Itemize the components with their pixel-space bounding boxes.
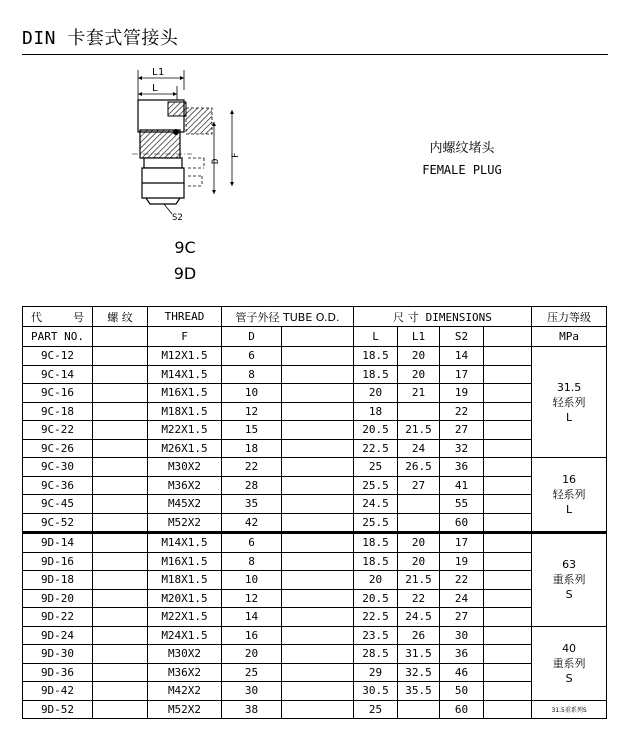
cell-blank-tube [282,439,354,458]
pressure-code: L [565,503,573,516]
label-s2: S2 [172,213,183,223]
header-s2: S2 [440,327,484,347]
cell-d: 20 [222,645,282,664]
cell-s2: 22 [440,571,484,590]
cell-s2: 24 [440,589,484,608]
cell-blank-tube [282,571,354,590]
cell-blank-dim [484,626,532,645]
table-row [23,458,607,477]
cell-d: 12 [222,402,282,421]
cell-l1: 26.5 [398,458,440,477]
cell-l1: 26 [398,626,440,645]
header-pressure-unit: MPa [532,327,607,347]
cell-l: 20 [354,571,398,590]
table-row [23,571,607,590]
cell-s2: 46 [440,663,484,682]
cell-part: 9D-14 [23,533,93,553]
cell-blank-thread [93,421,148,440]
header-l: L [354,327,398,347]
cell-blank-dim [484,513,532,533]
cell-blank-tube [282,663,354,682]
cell-blank-thread [93,439,148,458]
cell-part: 9C-14 [23,365,93,384]
table-row [23,476,607,495]
cell-l1: 20 [398,552,440,571]
cell-thread: M45X2 [148,495,222,514]
cell-s2: 27 [440,421,484,440]
cell-blank-tube [282,513,354,533]
cell-blank-thread [93,552,148,571]
cell-part: 9C-18 [23,402,93,421]
cell-blank-thread [93,571,148,590]
header-pressure: 压力等级 [532,307,607,327]
table-row [23,384,607,403]
cell-part: 9C-22 [23,421,93,440]
cell-blank-tube [282,458,354,477]
cell-blank-dim [484,552,532,571]
cell-blank-tube [282,608,354,627]
cell-s2: 17 [440,365,484,384]
cell-d: 42 [222,513,282,533]
cell-l1: 22 [398,589,440,608]
cell-l: 18 [354,402,398,421]
pressure-code: S [565,588,573,602]
cell-d: 6 [222,533,282,553]
cell-s2: 27 [440,608,484,627]
cell-thread: M22X1.5 [148,421,222,440]
table-row [23,421,607,440]
cell-l1: 24 [398,439,440,458]
cell-l1: 21.5 [398,571,440,590]
table-row [23,439,607,458]
pressure-series: 重系列 [552,573,586,587]
cell-thread: M20X1.5 [148,589,222,608]
cell-blank-tube [282,552,354,571]
table-row [23,589,607,608]
cell-d: 6 [222,347,282,366]
cell-l: 29 [354,663,398,682]
cell-thread: M16X1.5 [148,384,222,403]
cell-s2: 60 [440,513,484,533]
cell-d: 10 [222,384,282,403]
cell-blank-thread [93,645,148,664]
cell-blank-tube [282,589,354,608]
cell-blank-tube [282,421,354,440]
cell-blank-dim [484,663,532,682]
cell-blank-tube [282,700,354,719]
cell-part: 9C-30 [23,458,93,477]
header-row-2 [23,327,607,347]
cell-blank-thread [93,589,148,608]
cell-blank-tube [282,533,354,553]
cell-part: 9D-22 [23,608,93,627]
header-thread-en: THREAD [148,307,222,327]
cell-d: 35 [222,495,282,514]
cell-blank-thread [93,458,148,477]
cell-d: 15 [222,421,282,440]
cell-l: 22.5 [354,608,398,627]
cell-thread: M30X2 [148,645,222,664]
label-f: F [231,152,241,158]
table-row [23,700,607,719]
cell-l1: 31.5 [398,645,440,664]
cell-part: 9D-20 [23,589,93,608]
cell-blank-dim [484,495,532,514]
label-d: D [211,158,221,164]
cell-s2: 60 [440,700,484,719]
cell-blank-tube [282,645,354,664]
model-code-9c: 9C [174,238,196,257]
spec-table [22,306,607,719]
cell-l: 28.5 [354,645,398,664]
cell-l: 30.5 [354,682,398,701]
table-row [23,663,607,682]
cell-blank-tube [282,365,354,384]
table-row [23,626,607,645]
product-name-en: FEMALE PLUG [422,163,502,177]
cell-blank-thread [93,495,148,514]
cell-l: 22.5 [354,439,398,458]
header-row-1 [23,307,607,327]
cell-blank-thread [93,626,148,645]
model-codes [165,235,205,287]
header-part-cn: 代 号 [23,307,93,327]
cell-s2: 41 [440,476,484,495]
cell-blank-tube [282,476,354,495]
cell-l1 [398,402,440,421]
cell-l: 20 [354,384,398,403]
cell-blank-tube [282,682,354,701]
table-row [23,402,607,421]
cell-l: 25.5 [354,476,398,495]
cell-l1: 20 [398,533,440,553]
table-row [23,495,607,514]
cell-thread: M14X1.5 [148,365,222,384]
cell-s2: 32 [440,439,484,458]
cell-part: 9D-24 [23,626,93,645]
cell-d: 28 [222,476,282,495]
cell-d: 8 [222,552,282,571]
cell-s2: 19 [440,384,484,403]
cell-blank-thread [93,347,148,366]
cell-thread: M12X1.5 [148,347,222,366]
cell-blank-thread [93,384,148,403]
cell-l: 25 [354,458,398,477]
cell-d: 30 [222,682,282,701]
cell-thread: M52X2 [148,513,222,533]
cell-blank-thread [93,700,148,719]
header-part-en: PART NO. [23,327,93,347]
cell-d: 18 [222,439,282,458]
pressure-code: L [565,410,573,424]
cell-thread: M22X1.5 [148,608,222,627]
cell-l: 25 [354,700,398,719]
header-thread-cn: 螺 纹 [93,307,148,327]
cell-part: 9C-12 [23,347,93,366]
cell-l: 18.5 [354,552,398,571]
cell-blank-dim [484,682,532,701]
pressure-class [532,533,607,627]
pressure-value: 63 [562,558,577,572]
cell-blank-dim [484,458,532,477]
cell-part: 9C-45 [23,495,93,514]
cell-l: 24.5 [354,495,398,514]
cell-blank-dim [484,402,532,421]
cell-part: 9D-52 [23,700,93,719]
cell-thread: M42X2 [148,682,222,701]
cell-l: 18.5 [354,365,398,384]
cell-l1 [398,513,440,533]
cell-part: 9C-16 [23,384,93,403]
cell-blank-thread [93,533,148,553]
pressure-value: 40 [562,641,577,655]
pressure-value: 16 [562,473,577,486]
cell-blank-thread [93,682,148,701]
cell-blank-dim [484,645,532,664]
table-row [23,347,607,366]
cell-blank-dim [484,571,532,590]
cell-blank-dim [484,608,532,627]
cell-thread: M36X2 [148,663,222,682]
cell-blank-dim [484,439,532,458]
cell-s2: 19 [440,552,484,571]
cell-l: 23.5 [354,626,398,645]
pressure-code: S [565,671,573,685]
cell-l1: 20 [398,365,440,384]
cell-l1: 21.5 [398,421,440,440]
pressure-series: 轻系列 [552,395,586,409]
table-row [23,552,607,571]
cell-l1: 27 [398,476,440,495]
cell-l: 20.5 [354,421,398,440]
cell-d: 25 [222,663,282,682]
pressure-value: 31.5 [556,380,582,394]
cell-l: 25.5 [354,513,398,533]
cell-part: 9D-18 [23,571,93,590]
label-l1: L1 [152,67,165,78]
cell-thread: M30X2 [148,458,222,477]
pressure-class [532,458,607,533]
cell-s2: 17 [440,533,484,553]
pressure-class [532,347,607,458]
cell-part: 9D-36 [23,663,93,682]
cell-s2: 55 [440,495,484,514]
plug-drawing [128,64,248,224]
page-title: DIN 卡套式管接头 [22,28,179,49]
cell-blank-tube [282,347,354,366]
header-l1: L1 [398,327,440,347]
cell-blank-dim [484,700,532,719]
table-row [23,365,607,384]
cell-thread: M52X2 [148,700,222,719]
cell-s2: 36 [440,458,484,477]
cell-l1 [398,495,440,514]
pressure-class: 31.5重系列S [532,700,607,719]
cell-l1: 20 [398,347,440,366]
cell-blank-thread [93,402,148,421]
cell-thread: M26X1.5 [148,439,222,458]
cell-l: 18.5 [354,533,398,553]
cell-l: 20.5 [354,589,398,608]
cell-blank-tube [282,626,354,645]
cell-part: 9C-36 [23,476,93,495]
cell-part: 9D-16 [23,552,93,571]
header-thread-sub: F [148,327,222,347]
cell-d: 14 [222,608,282,627]
model-code-9d: 9D [173,264,197,283]
cell-blank-dim [484,476,532,495]
cell-d: 8 [222,365,282,384]
cell-thread: M24X1.5 [148,626,222,645]
cell-blank-dim [484,347,532,366]
header-tube-sub: D [222,327,282,347]
pressure-class [532,626,607,700]
cell-s2: 50 [440,682,484,701]
table-row [23,513,607,533]
cell-thread: M36X2 [148,476,222,495]
cell-blank-dim [484,384,532,403]
cell-blank-thread [93,608,148,627]
cell-blank-thread [93,663,148,682]
cell-d: 12 [222,589,282,608]
cell-blank-tube [282,384,354,403]
cell-blank-tube [282,495,354,514]
cell-blank-thread [93,476,148,495]
cell-d: 38 [222,700,282,719]
cell-blank-dim [484,421,532,440]
cell-thread: M18X1.5 [148,571,222,590]
cell-d: 10 [222,571,282,590]
cell-s2: 36 [440,645,484,664]
cell-s2: 14 [440,347,484,366]
cell-blank-dim [484,533,532,553]
cell-l1: 21 [398,384,440,403]
cell-blank-dim [484,589,532,608]
cell-thread: M18X1.5 [148,402,222,421]
cell-l1: 24.5 [398,608,440,627]
cell-blank-dim [484,365,532,384]
table-row [23,533,607,553]
cell-part: 9C-52 [23,513,93,533]
cell-part: 9C-26 [23,439,93,458]
header-dims: 尺 寸 DIMENSIONS [354,307,532,327]
pressure-series: 轻系列 [552,488,586,501]
cell-thread: M14X1.5 [148,533,222,553]
cell-thread: M16X1.5 [148,552,222,571]
title-divider [22,54,608,55]
cell-s2: 30 [440,626,484,645]
cell-blank-thread [93,365,148,384]
cell-l1: 35.5 [398,682,440,701]
cell-part: 9D-30 [23,645,93,664]
table-row [23,645,607,664]
table-row [23,608,607,627]
cell-part: 9D-42 [23,682,93,701]
cell-l1: 32.5 [398,663,440,682]
product-name-cn: 内螺纹堵头 [429,141,495,156]
table-row [23,682,607,701]
cell-s2: 22 [440,402,484,421]
cell-blank-thread [93,513,148,533]
cell-blank-tube [282,402,354,421]
cell-d: 16 [222,626,282,645]
label-l: L [152,83,159,94]
header-tube: 管子外径 TUBE O.D. [222,307,354,327]
cell-d: 22 [222,458,282,477]
cell-l: 18.5 [354,347,398,366]
pressure-series: 重系列 [552,656,586,670]
cell-l1 [398,700,440,719]
